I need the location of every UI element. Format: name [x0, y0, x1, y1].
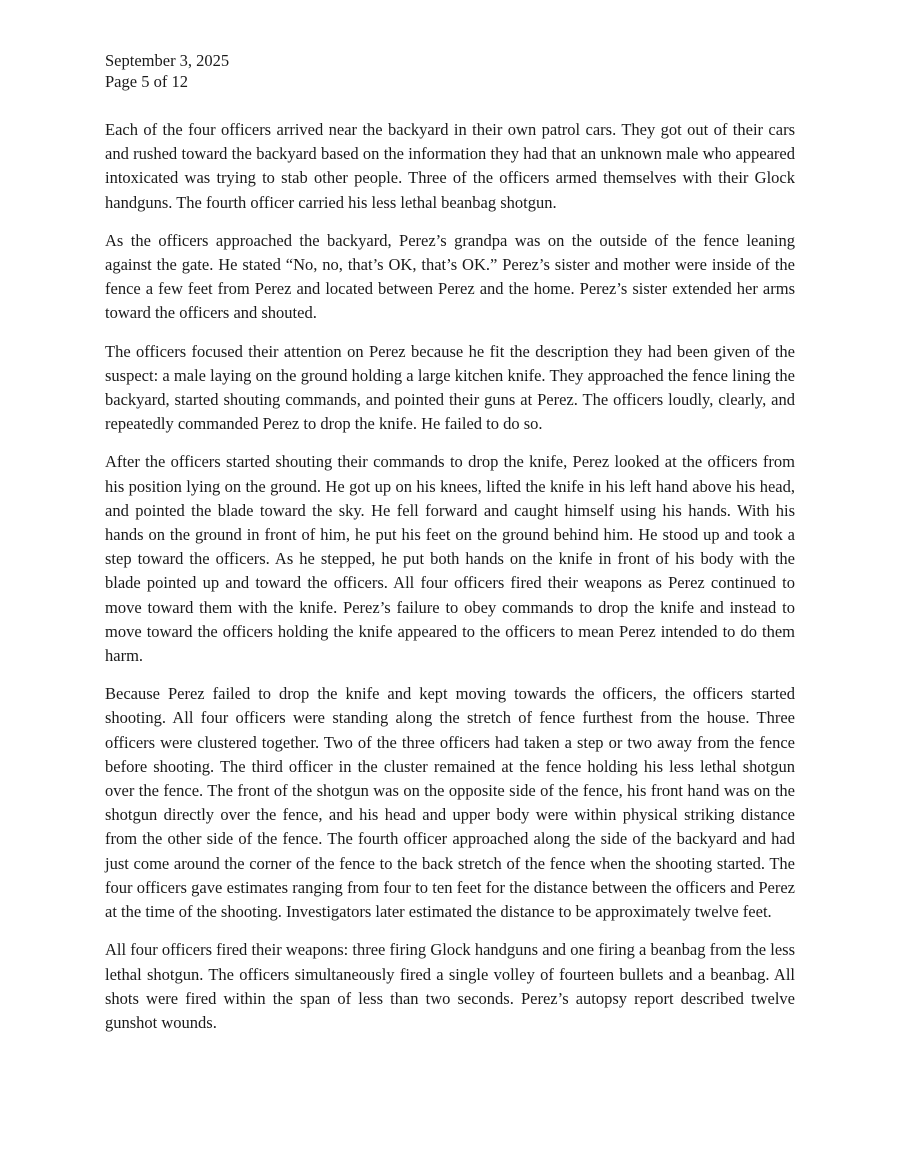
paragraph-focused-attention: The officers focused their attention on Perez because he fit the description they had been given of the suspect: a male laying on the ground holding a large kitchen knife. They approached the fence lining the backyard, started shouting commands, and pointed their guns at Perez. The officers loudly, clearly, and repeatedly commanded Perez to drop the knife. He failed to do so.: [105, 341, 795, 434]
paragraph-volley-and-autopsy: All four officers fired their weapons: three firing Glock handguns and one firing a beanbag from the less lethal shotgun. The officers simultaneously fired a single volley of fourteen bullets and a beanbag. All shots were fired within the span of less than two seconds. Perez’s autopsy report described twelve gunshot wounds.: [105, 940, 795, 1032]
paragraph-perez-stood-up: After the officers started shouting their commands to drop the knife, Perez looked at the officers from his position lying on the ground. He got up on his knees, lifted the knife in his left hand above his head, and pointed the blade toward the sky. He fell forward and caught himself using his hands. With his hands on the ground in front of him, he put his feet on the ground behind him. He stood up and took a step toward the officers. As he stepped, he put both hands on the knife in front of his body with the blade pointed up and toward the officers. All four officers fired their weapons as Perez continued to move toward them with the knife. Perez’s failure to obey commands to drop the knife and instead to move toward the officers holding the knife appeared to the officers to mean Perez intended to do them harm.: [105, 452, 795, 666]
page-content: [105, 50, 795, 1035]
paragraph-officer-positions: Because Perez failed to drop the knife and kept moving towards the officers, the officers started shooting. All four officers were standing along the stretch of fence furthest from the house. Three officers were clustered together. Two of the three officers had taken a step or two away from the fence before shooting. The third officer in the cluster remained at the fence holding his less lethal shotgun over the fence. The front of the shotgun was on the opposite side of the fence, his front hand was on the shotgun directly over the fence, and his head and upper body were within physical striking distance from the other side of the fence. The fourth officer approached along the side of the backyard and had just come around the corner of the fence to the back stretch of the fence when the shooting started. The four officers gave estimates ranging from four to ten feet for the distance between the officers and Perez at the time of the shooting. Investigators later estimated the distance to be approximately twelve feet.: [105, 684, 795, 922]
paragraph-officers-arrival: Each of the four officers arrived near the backyard in their own patrol cars. They got out of their cars and rushed toward the backyard based on the information they had that an unknown male who appeared intoxicated was trying to stab other people. Three of the officers armed themselves with their Glock handguns. The fourth officer carried his less lethal beanbag shotgun.: [105, 120, 795, 212]
header-page-number: Page 5 of 12: [105, 72, 188, 91]
page-header: [105, 50, 795, 92]
document-body: [105, 118, 795, 1035]
paragraph-family-at-fence: As the officers approached the backyard, Perez’s grandpa was on the outside of the fence leaning against the gate. He stated “No, no, that’s OK, that’s OK.” Perez’s sister and mother were inside of the fence a few feet from Perez and located between Perez and the home. Perez’s sister extended her arms toward the officers and shouted.: [105, 230, 795, 323]
header-date: September 3, 2025: [105, 51, 230, 70]
